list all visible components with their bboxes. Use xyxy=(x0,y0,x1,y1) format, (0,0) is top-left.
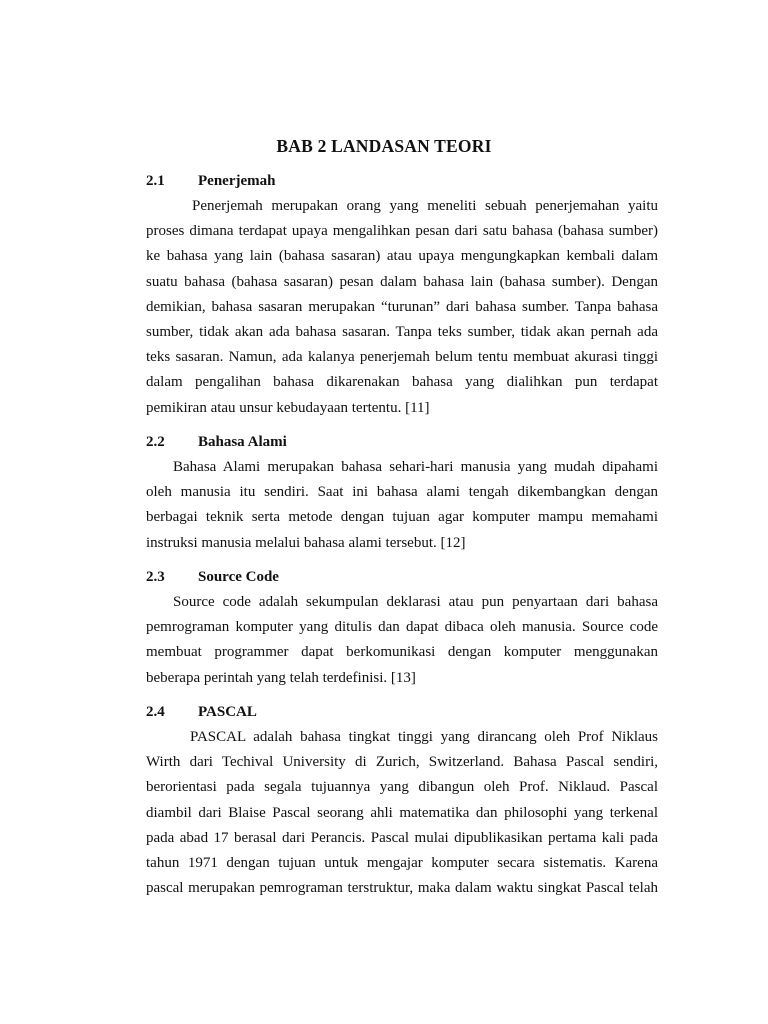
text-line: pada abad 17 berasal dari Perancis. Pascal mulai dipublikasikan pertama kali pada xyxy=(146,829,658,846)
section-heading xyxy=(146,566,658,588)
chapter-title: BAB 2 LANDASAN TEORI xyxy=(276,136,492,156)
paragraph xyxy=(146,455,658,556)
paragraph xyxy=(146,590,658,691)
text-line: dalam pengalihan bahasa dikarenakan bahasa yang dialihkan pun terdapat xyxy=(146,374,658,391)
section-number: 2.4 xyxy=(146,704,165,720)
text-line: Wirth dari Techival University di Zurich, Switzerland. Bahasa Pascal sendiri, xyxy=(146,754,658,771)
text-line: Penerjemah merupakan orang yang meneliti sebuah penerjemahan yaitu xyxy=(192,198,658,214)
text-line: diambil dari Blaise Pascal seorang ahli matematika dan philosophi yang terkenal xyxy=(146,804,658,821)
text-line: membuat programmer dapat berkomunikasi dengan komputer menggunakan xyxy=(146,644,658,661)
text-line: beberapa perintah yang telah terdefinisi. [13] xyxy=(146,669,416,686)
text-line: sumber, tidak akan ada bahasa sasaran. Tanpa teks sumber, tidak akan pernah ada xyxy=(146,323,658,340)
text-line: PASCAL adalah bahasa tingkat tinggi yang dirancang oleh Prof Niklaus xyxy=(190,729,658,745)
text-line: teks sasaran. Namun, ada kalanya penerjemah belum tentu membuat akurasi tinggi xyxy=(146,349,658,366)
section-heading xyxy=(146,701,658,723)
section-title: PASCAL xyxy=(198,704,257,720)
section-title: Bahasa Alami xyxy=(198,434,287,450)
section-number: 2.3 xyxy=(146,569,165,585)
text-line: instruksi manusia melalui bahasa alami tersebut. [12] xyxy=(146,534,466,551)
text-line: pemikiran atau unsur kebudayaan tertentu. [11] xyxy=(146,399,430,416)
text-line: oleh manusia itu sendiri. Saat ini bahasa alami tengah dikembangkan dengan xyxy=(146,484,658,501)
text-line: tahun 1971 dengan tujuan untuk mengajar komputer secara sistematis. Karena xyxy=(146,854,658,871)
section-bahasa-alami xyxy=(146,431,658,556)
text-line: Bahasa Alami merupakan bahasa sehari-hari manusia yang mudah dipahami xyxy=(173,459,658,475)
section-number: 2.1 xyxy=(146,173,165,189)
text-line: pascal merupakan pemrograman terstruktur, maka dalam waktu singkat Pascal telah xyxy=(146,880,658,897)
section-heading xyxy=(146,431,658,453)
section-penerjemah xyxy=(146,170,658,421)
section-title: Source Code xyxy=(198,569,279,585)
text-line: proses dimana terdapat upaya mengalihkan pesan dari satu bahasa (bahasa sumber) xyxy=(146,223,658,240)
section-title: Penerjemah xyxy=(198,173,276,189)
text-line: pemrograman komputer yang ditulis dan dapat dibaca oleh manusia. Source code xyxy=(146,619,658,636)
text-line: ke bahasa yang lain (bahasa sasaran) atau upaya mengungkapkan kembali dalam xyxy=(146,248,658,265)
section-pascal xyxy=(146,701,658,901)
text-line: demikian, bahasa sasaran merupakan “turunan” dari bahasa sumber. Tanpa bahasa xyxy=(146,298,658,315)
section-heading xyxy=(146,170,658,192)
text-line: Source code adalah sekumpulan deklarasi atau pun penyartaan dari bahasa xyxy=(173,594,658,610)
text-line: berorientasi pada segala tujuannya yang dibangun oleh Prof. Niklaud. Pascal xyxy=(146,779,658,796)
paragraph xyxy=(146,725,658,901)
section-source-code xyxy=(146,566,658,691)
section-number: 2.2 xyxy=(146,434,165,450)
text-line: suatu bahasa (bahasa sasaran) pesan dalam bahasa lain (bahasa sumber). Dengan xyxy=(146,273,658,290)
text-line: berbagai teknik serta metode dengan tujuan agar komputer mampu memahami xyxy=(146,509,658,526)
paragraph xyxy=(146,194,658,421)
